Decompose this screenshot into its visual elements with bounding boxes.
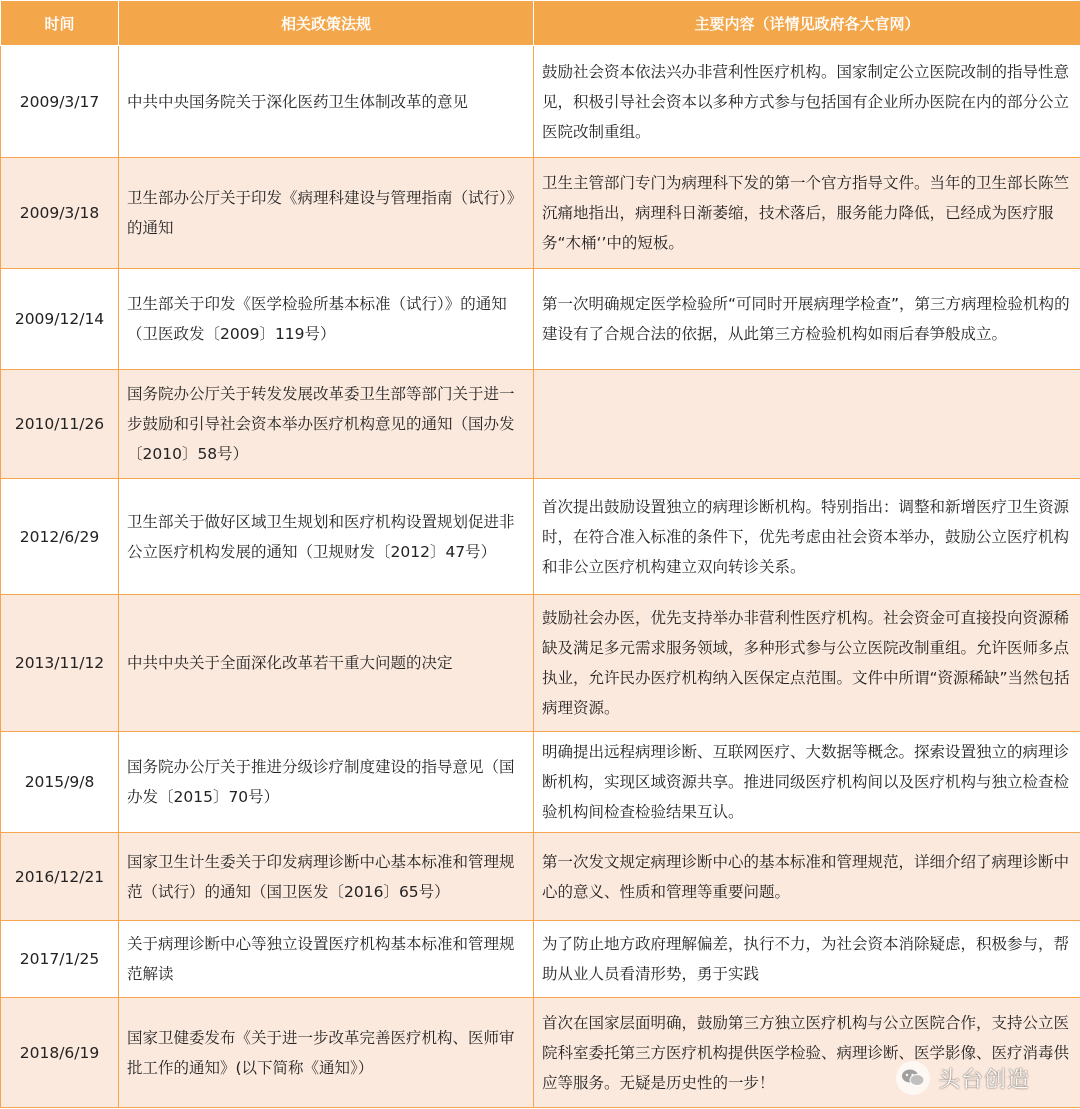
table-header-row [1, 1, 1080, 46]
table-row [1, 833, 1080, 921]
table-row [1, 732, 1080, 833]
table-row [1, 595, 1080, 732]
header-date: 时间 [1, 1, 119, 46]
header-content: 主要内容（详情见政府各大官网） [534, 1, 1080, 46]
cell-content: 首次在国家层面明确，鼓励第三方独立医疗机构与公立医院合作，支持公立医院科室委托第三方医疗机构提供医学检验、病理诊断、医学影像、医疗消毒供应等服务。无疑是历史性的一步！ [534, 998, 1080, 1108]
cell-date: 2009/3/18 [1, 158, 119, 269]
cell-content: 鼓励社会资本依法兴办非营利性医疗机构。国家制定公立医院改制的指导性意见，积极引导社会资本以多种方式参与包括国有企业所办医院在内的部分公立医院改制重组。 [534, 46, 1080, 158]
cell-policy: 中共中央关于全面深化改革若干重大问题的决定 [119, 595, 534, 732]
cell-date: 2018/6/19 [1, 998, 119, 1108]
watermark [896, 1058, 1030, 1098]
cell-date: 2009/12/14 [1, 269, 119, 370]
cell-content: 首次提出鼓励设置独立的病理诊断机构。特别指出：调整和新增医疗卫生资源时，在符合准入标准的条件下，优先考虑由社会资本举办，鼓励公立医疗机构和非公立医疗机构建立双向转诊关系。 [534, 479, 1080, 595]
table-row [1, 921, 1080, 998]
cell-date: 2015/9/8 [1, 732, 119, 833]
cell-policy: 卫生部关于印发《医学检验所基本标准（试行）》的通知（卫医政发〔2009〕119号） [119, 269, 534, 370]
cell-date: 2017/1/25 [1, 921, 119, 998]
cell-policy: 国务院办公厅关于推进分级诊疗制度建设的指导意见（国办发〔2015〕70号） [119, 732, 534, 833]
cell-date: 2010/11/26 [1, 370, 119, 479]
cell-policy: 关于病理诊断中心等独立设置医疗机构基本标准和管理规范解读 [119, 921, 534, 998]
cell-content: 鼓励社会办医，优先支持举办非营利性医疗机构。社会资金可直接投向资源稀缺及满足多元需求服务领域，多种形式参与公立医院改制重组。允许医师多点执业，允许民办医疗机构纳入医保定点范围。文件中所谓“资源稀缺”当然包括病理资源。 [534, 595, 1080, 732]
wechat-icon [896, 1061, 930, 1095]
cell-content: 卫生主管部门专门为病理科下发的第一个官方指导文件。当年的卫生部长陈竺沉痛地指出，病理科日渐萎缩，技术落后，服务能力降低，已经成为医疗服务“木桶‘’中的短板。 [534, 158, 1080, 269]
cell-content [534, 370, 1080, 479]
cell-policy: 国家卫生计生委关于印发病理诊断中心基本标准和管理规范（试行）的通知（国卫医发〔2016〕65号） [119, 833, 534, 921]
cell-date: 2013/11/12 [1, 595, 119, 732]
header-policy: 相关政策法规 [119, 1, 534, 46]
table-row [1, 158, 1080, 269]
cell-date: 2009/3/17 [1, 46, 119, 158]
cell-policy: 卫生部关于做好区域卫生规划和医疗机构设置规划促进非公立医疗机构发展的通知（卫规财发〔2012〕47号） [119, 479, 534, 595]
table-row [1, 269, 1080, 370]
watermark-text: 头台创造 [938, 1067, 1031, 1093]
table-row [1, 46, 1080, 158]
cell-policy: 国务院办公厅关于转发发展改革委卫生部等部门关于进一步鼓励和引导社会资本举办医疗机构意见的通知（国办发〔2010〕58号） [119, 370, 534, 479]
cell-content: 第一次明确规定医学检验所“可同时开展病理学检查”，第三方病理检验机构的建设有了合规合法的依据，从此第三方检验机构如雨后春笋般成立。 [534, 269, 1080, 370]
table-row [1, 370, 1080, 479]
cell-content: 为了防止地方政府理解偏差，执行不力，为社会资本消除疑虑，积极参与，帮助从业人员看清形势，勇于实践 [534, 921, 1080, 998]
cell-date: 2016/12/21 [1, 833, 119, 921]
cell-date: 2012/6/29 [1, 479, 119, 595]
cell-policy: 卫生部办公厅关于印发《病理科建设与管理指南（试行）》的通知 [119, 158, 534, 269]
cell-content: 第一次发文规定病理诊断中心的基本标准和管理规范，详细介绍了病理诊断中心的意义、性质和管理等重要问题。 [534, 833, 1080, 921]
cell-content: 明确提出远程病理诊断、互联网医疗、大数据等概念。探索设置独立的病理诊断机构，实现区域资源共享。推进同级医疗机构间以及医疗机构与独立检查检验机构间检查检验结果互认。 [534, 732, 1080, 833]
cell-policy: 中共中央国务院关于深化医药卫生体制改革的意见 [119, 46, 534, 158]
cell-policy: 国家卫健委发布《关于进一步改革完善医疗机构、医师审批工作的通知》(以下简称《通知》） [119, 998, 534, 1108]
table-row [1, 479, 1080, 595]
